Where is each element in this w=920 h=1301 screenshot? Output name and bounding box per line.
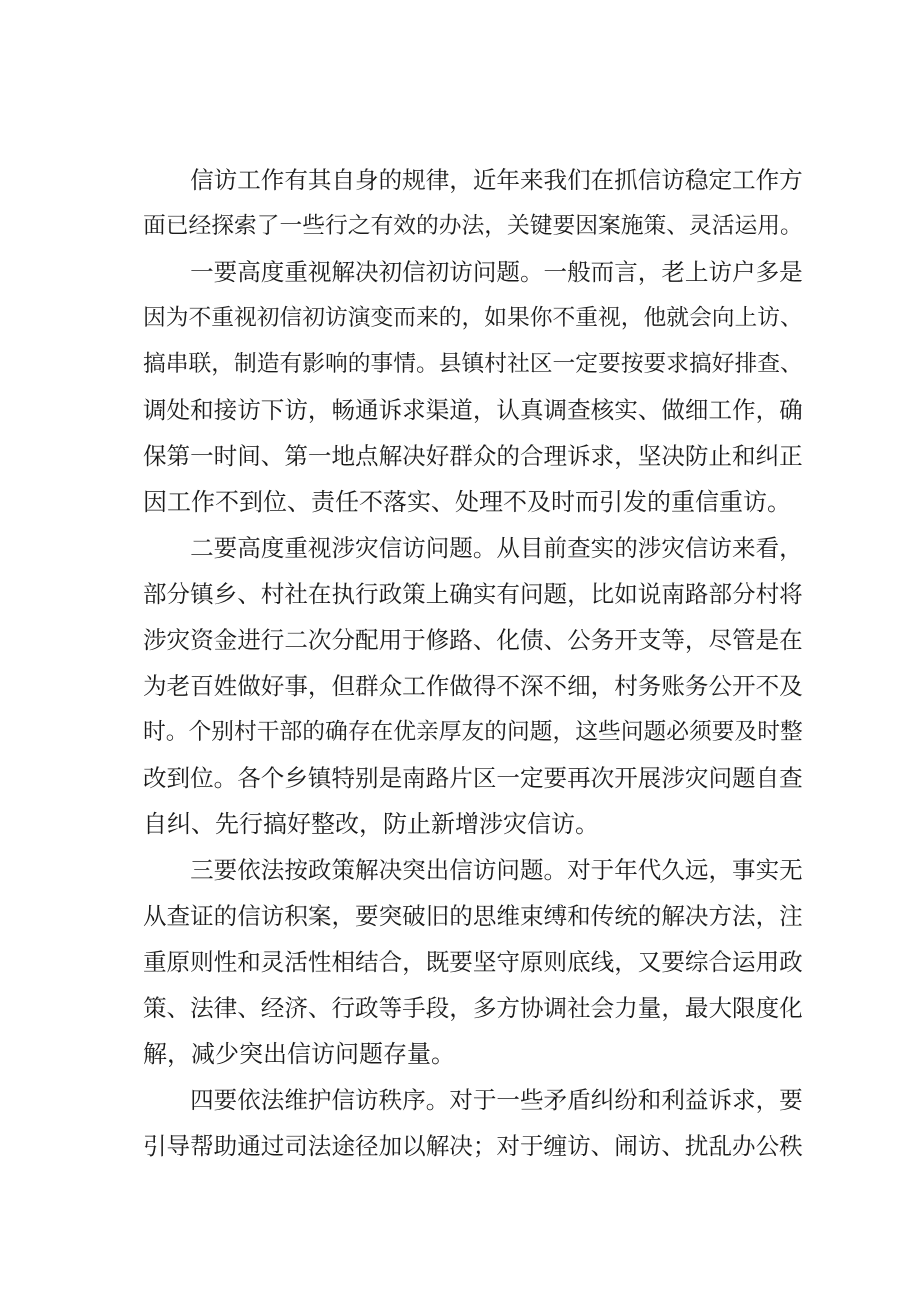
paragraph-intro (143, 157, 803, 249)
text-line: 部分镇乡、村社在执行政策上确实有问题，比如说南路部分村将 (143, 580, 803, 608)
paragraph-point-three (143, 847, 803, 1077)
text-line: 时。个别村干部的确存在优亲厚友的问题，这些问题必须要及时整 (143, 719, 803, 745)
paragraph-point-four (143, 1077, 803, 1169)
text-line: 策、法律、经济、行政等手段，多方协调社会力量，最大限度化 (143, 994, 803, 1022)
text-line: 解，减少突出信访问题存量。 (143, 1040, 455, 1068)
text-line: 四要依法维护信访秩序。对于一些矛盾纠纷和利益诉求，要 (143, 1086, 803, 1114)
text-line: 从查证的信访积案，要突破旧的思维束缚和传统的解决方法，注 (143, 902, 803, 930)
text-line: 自纠、先行搞好整改，防止新增涉灾信访。 (143, 810, 599, 838)
text-line: 保第一时间、第一地点解决好群众的合理诉求，坚决防止和纠正 (143, 442, 803, 470)
text-line: 二要高度重视涉灾信访问题。从目前查实的涉灾信访来看， (143, 534, 803, 562)
text-line: 引导帮助通过司法途径加以解决；对于缠访、闹访、扰乱办公秩 (143, 1132, 803, 1160)
text-line: 重原则性和灵活性相结合，既要坚守原则底线，又要综合运用政 (143, 948, 803, 976)
text-line: 调处和接访下访，畅通诉求渠道，认真调查核实、做细工作，确 (143, 396, 803, 424)
text-line: 信访工作有其自身的规律，近年来我们在抓信访稳定工作方 (143, 166, 803, 194)
text-line: 因为不重视初信初访演变而来的，如果你不重视，他就会向上访、 (143, 305, 803, 331)
text-line: 一要高度重视解决初信初访问题。一般而言，老上访户多是 (143, 258, 803, 286)
text-line: 为老百姓做好事，但群众工作做得不深不细，村务账务公开不及 (143, 672, 803, 700)
text-line: 因工作不到位、责任不落实、处理不及时而引发的重信重访。 (143, 488, 791, 516)
text-line: 改到位。各个乡镇特别是南路片区一定要再次开展涉灾问题自查 (143, 764, 803, 792)
text-line: 搞串联，制造有影响的事情。县镇村社区一定要按要求搞好排查、 (143, 351, 803, 377)
text-line: 涉灾资金进行二次分配用于修路、化债、公务开支等，尽管是在 (143, 626, 803, 654)
text-line: 面已经探索了一些行之有效的办法，关键要因案施策、灵活运用。 (143, 213, 803, 239)
document-body (143, 157, 803, 1169)
text-line: 三要依法按政策解决突出信访问题。对于年代久远，事实无 (143, 856, 803, 884)
paragraph-point-one (143, 249, 803, 525)
paragraph-point-two (143, 525, 803, 847)
